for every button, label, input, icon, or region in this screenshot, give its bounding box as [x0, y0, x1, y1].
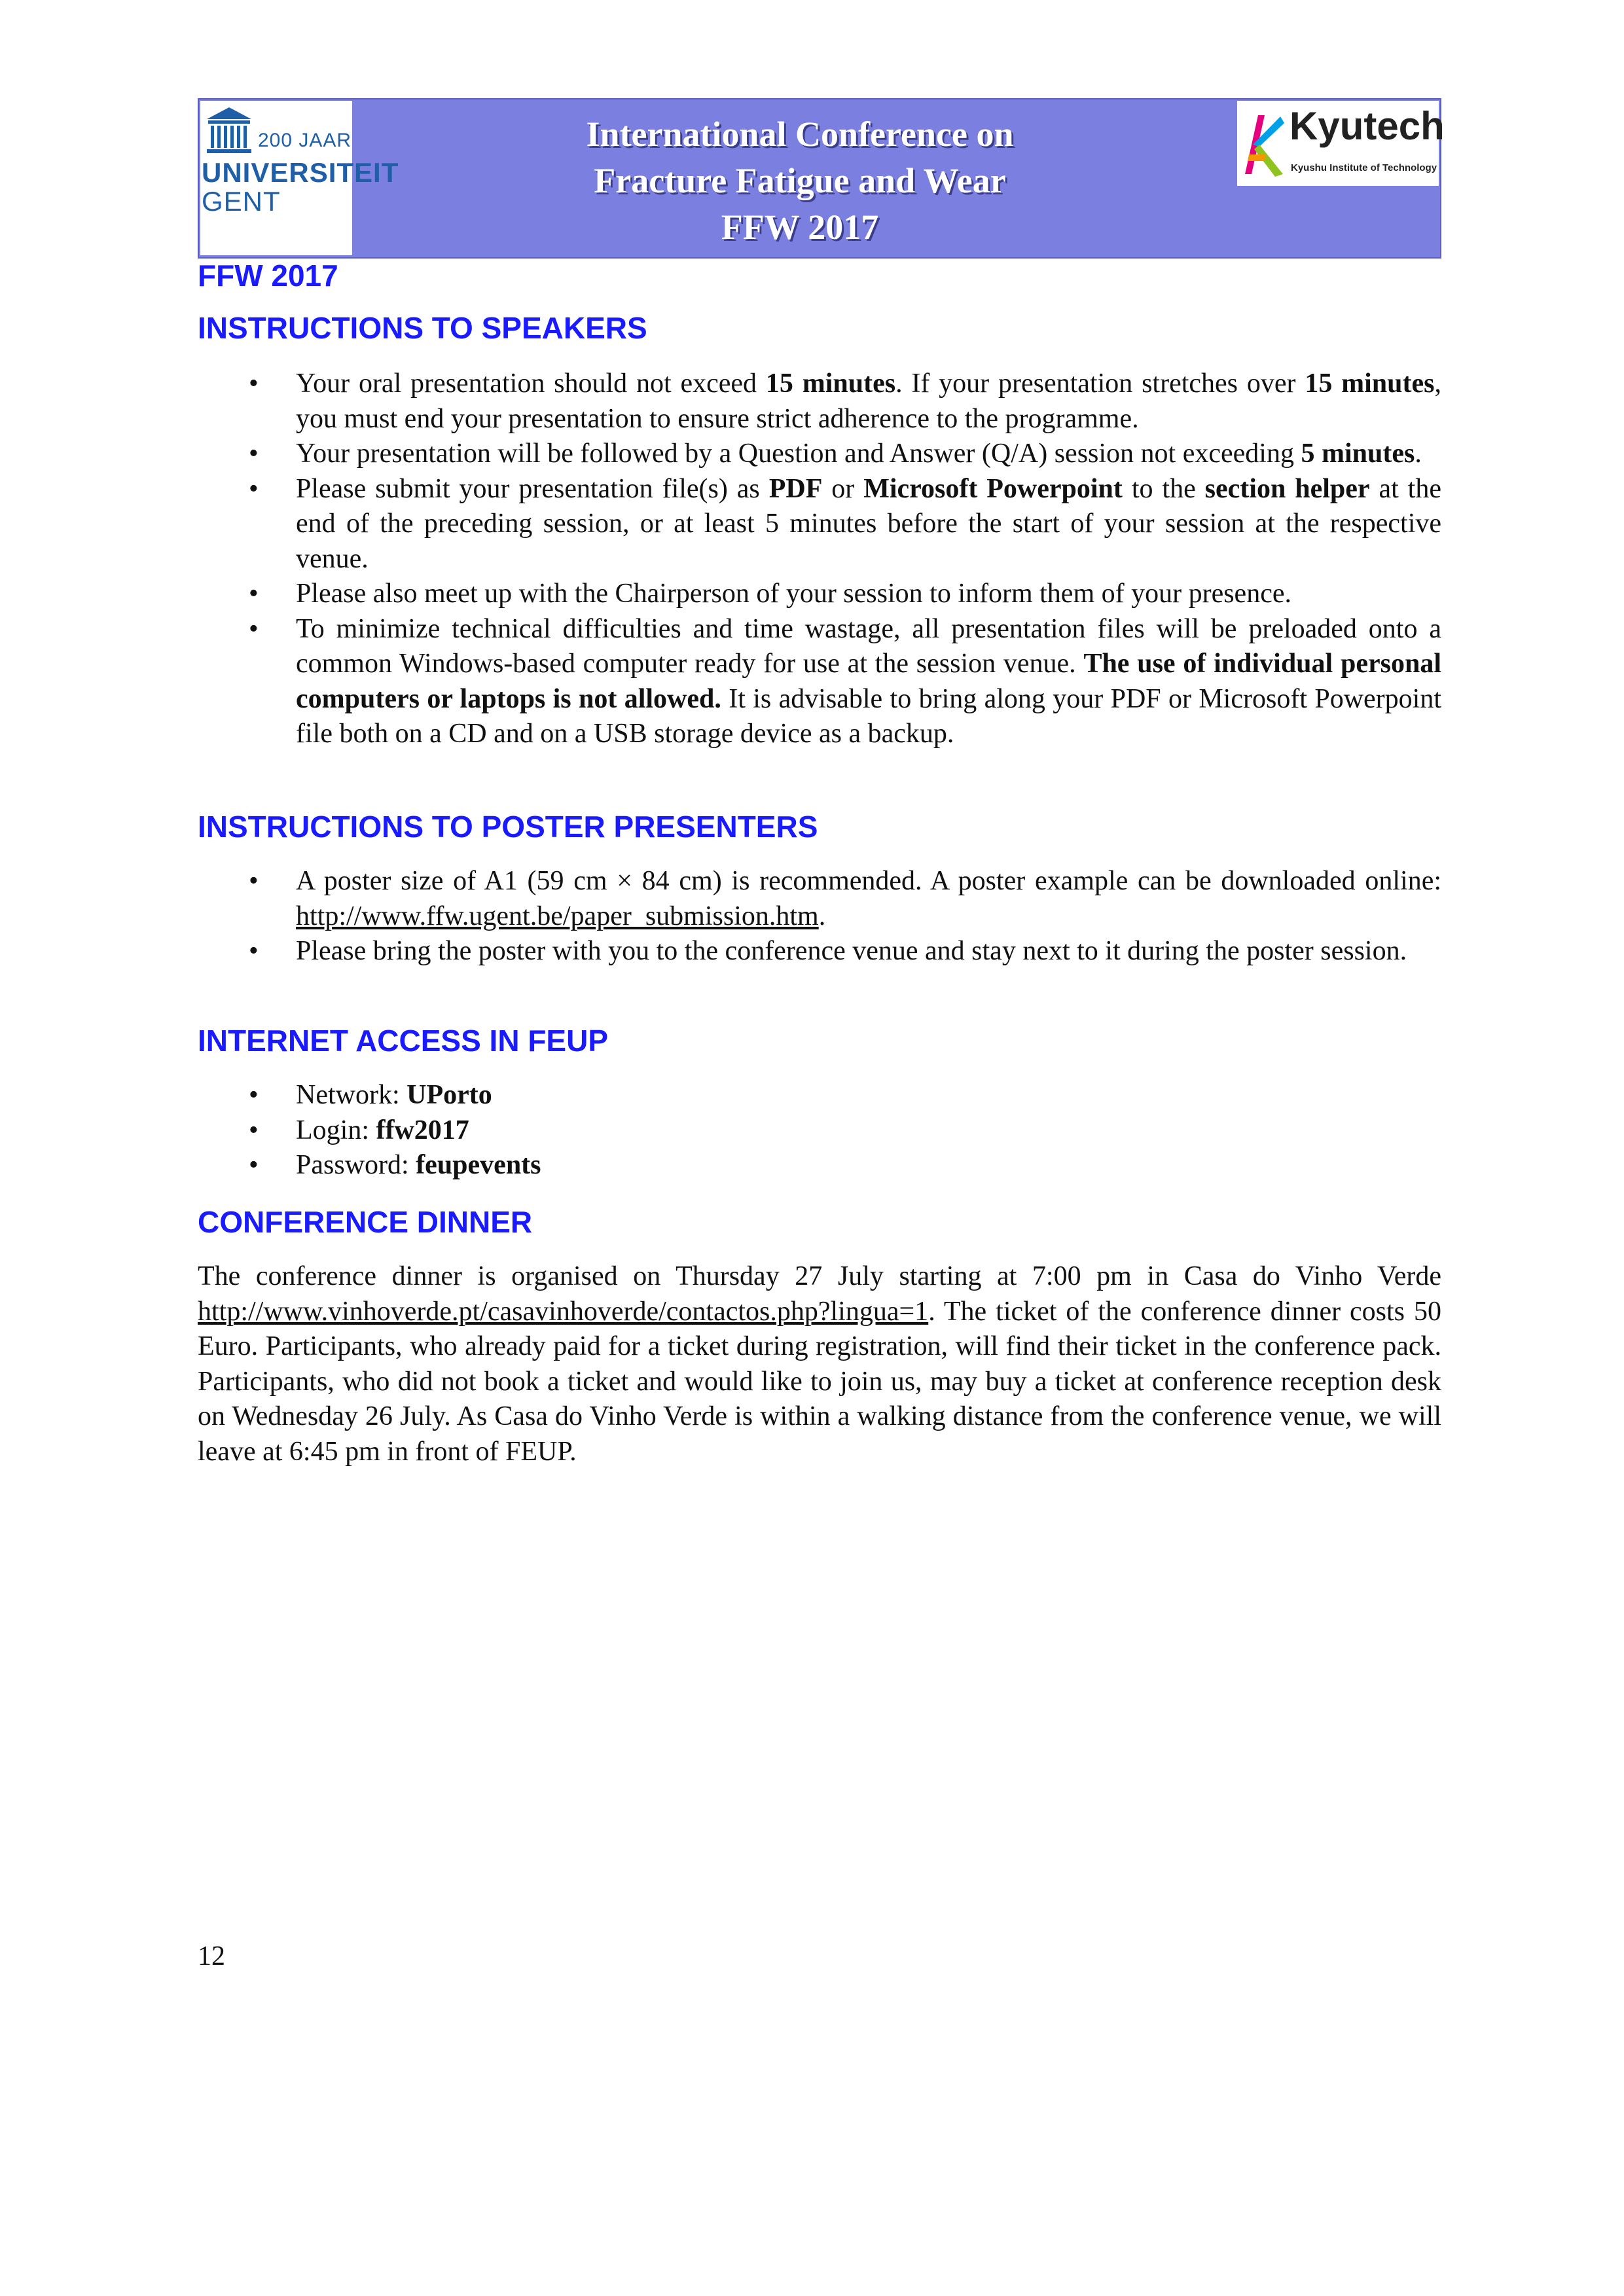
- kyutech-logo-icon: [1240, 109, 1286, 181]
- conference-title-line: FFW 2017: [721, 207, 879, 247]
- speakers-heading: INSTRUCTIONS TO SPEAKERS: [198, 311, 647, 345]
- conference-title-line: Fracture Fatigue and Wear: [594, 161, 1006, 200]
- ugent-city: GENT: [202, 186, 281, 217]
- kyutech-name: Kyutech: [1290, 104, 1445, 148]
- list-item: • Please also meet up with the Chairperson of your session to inform them of your presence.: [198, 577, 1441, 612]
- list-item: • To minimize technical difficulties and time wastage, all presentation files will be preloaded onto a common Windows-based computer ready for use at the session venue. The use of individual personal computers or laptops is not allowed. It is advisable to bring along your PDF or Microsoft Powerpoint file both on a CD and on a USB storage device as a backup.: [198, 612, 1441, 752]
- list-item: • Your oral presentation should not exceed 15 minutes. If your presentation stretches over 15 minutes, you must end your presentation to ensure strict adherence to the programme.: [198, 367, 1441, 437]
- network-item: • Network: UPorto: [198, 1078, 1441, 1113]
- poster-example-link[interactable]: http://www.ffw.ugent.be/paper_submission.htm: [296, 901, 819, 931]
- ugent-anniversary: 200 JAAR: [258, 130, 352, 151]
- conference-title-line: International Conference on: [586, 115, 1014, 154]
- dinner-heading: CONFERENCE DINNER: [198, 1205, 533, 1239]
- ugent-logo: [200, 101, 399, 255]
- internet-list: [198, 1078, 1441, 1183]
- list-item: • Please bring the poster with you to the conference venue and stay next to it during the poster session.: [198, 934, 1441, 969]
- ugent-name: UNIVERSITEIT: [202, 157, 399, 188]
- posters-heading: INSTRUCTIONS TO POSTER PRESENTERS: [198, 810, 818, 844]
- list-item: • Please submit your presentation file(s) as PDF or Microsoft Powerpoint to the section helper at the end of the preceding session, or at least 5 minutes before the start of your session at the respective venue.: [198, 472, 1441, 577]
- kyutech-subtitle: Kyushu Institute of Technology: [1291, 162, 1437, 173]
- page-number: 12: [198, 1941, 225, 1971]
- list-item: • A poster size of A1 (59 cm × 84 cm) is recommended. A poster example can be downloaded online: http://www.ffw.ugent.be/paper_submission.htm.: [198, 864, 1441, 934]
- password-item: • Password: feupevents: [198, 1148, 1441, 1183]
- list-item: • Your presentation will be followed by a Question and Answer (Q/A) session not exceeding 5 minutes.: [198, 437, 1441, 472]
- dinner-paragraph: The conference dinner is organised on Thursday 27 July starting at 7:00 pm in Casa do Vinho Verde http://www.vinhoverde.pt/casavinhoverde/contactos.php?lingua=1. The ticket of the conference dinner costs 50 Euro. Participants, who already paid for a ticket during registration, will find their ticket in the conference pack. Participants, who did not book a ticket and would like to join us, may buy a ticket at conference reception desk on Wednesday 26 July. As Casa do Vinho Verde is within a walking distance from the conference venue, we will leave at 6:45 pm in front of FEUP.: [198, 1261, 1441, 1467]
- header-banner: [198, 98, 1445, 259]
- conference-title: [356, 111, 1244, 251]
- login-item: • Login: ffw2017: [198, 1113, 1441, 1149]
- vinho-verde-link[interactable]: http://www.vinhoverde.pt/casavinhoverde/contactos.php?lingua=1: [198, 1296, 929, 1327]
- ugent-building-icon: [203, 103, 255, 156]
- kyutech-logo: [1237, 101, 1445, 186]
- posters-list: [198, 864, 1441, 969]
- internet-heading: INTERNET ACCESS IN FEUP: [198, 1024, 609, 1058]
- event-heading: FFW 2017: [198, 259, 338, 293]
- speakers-list: [198, 367, 1441, 752]
